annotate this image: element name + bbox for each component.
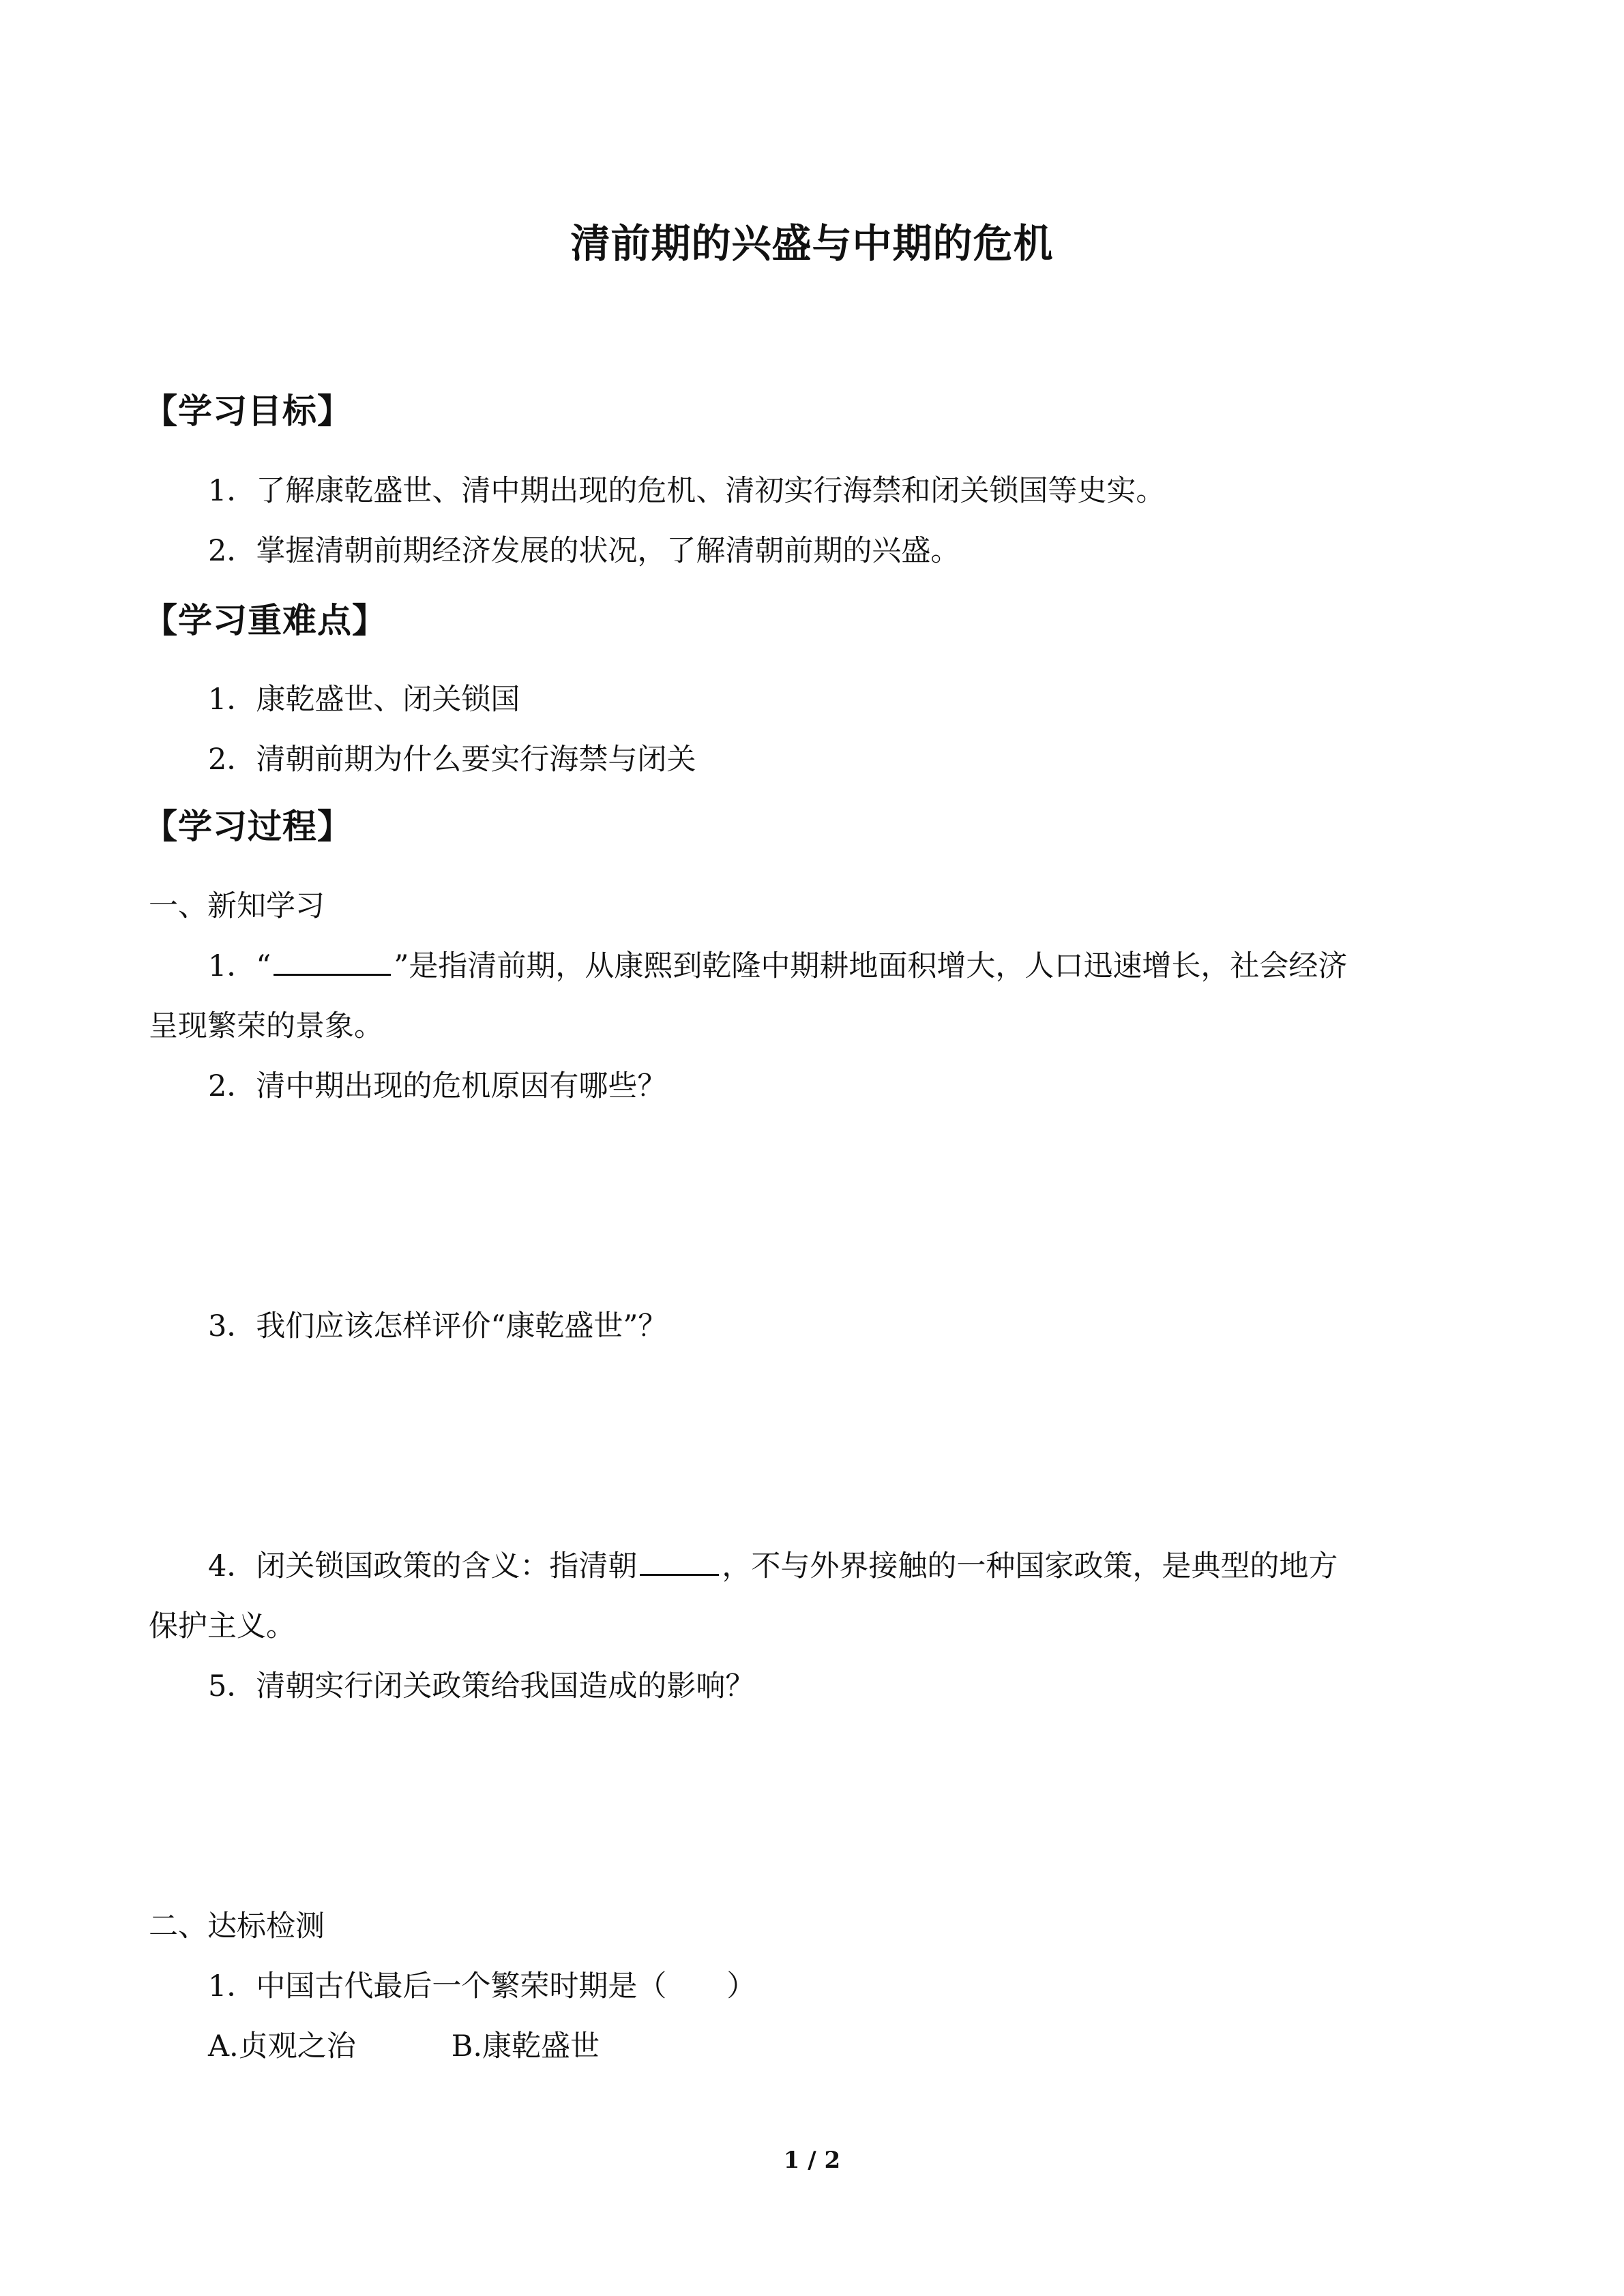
section1-title: 一、新知学习 [149, 889, 325, 923]
question-2: 2．清中期出现的危机原因有哪些？ [208, 1069, 667, 1103]
process-heading: 【学习过程】 [143, 807, 352, 846]
option-b: B.康乾盛世 [451, 2029, 600, 2063]
option-a: A.贞观之治 [208, 2029, 356, 2063]
goals-heading: 【学习目标】 [143, 391, 352, 431]
question-1-text-before: 1．“ [208, 949, 271, 983]
goal-item-1: 1．了解康乾盛世、清中期出现的危机、清初实行海禁和闭关锁国等史实。 [208, 474, 1166, 508]
section2-title: 二、达标检测 [149, 1909, 325, 1943]
answer-blank[interactable] [640, 1547, 719, 1576]
key-points-heading: 【学习重难点】 [143, 601, 387, 640]
question-5: 5．清朝实行闭关政策给我国造成的影响？ [208, 1669, 755, 1703]
page-number: 1 / 2 [783, 2147, 841, 2174]
document-title: 清前期的兴盛与中期的危机 [570, 220, 1054, 267]
test-question-1-text: 1．中国古代最后一个繁荣时期是（ [208, 1969, 667, 2003]
key-point-item-2: 2．清朝前期为什么要实行海禁与闭关 [208, 743, 696, 777]
question-3: 3．我们应该怎样评价“康乾盛世”？ [208, 1309, 668, 1343]
test-question-1 [208, 1956, 756, 2016]
question-4-text-before: 4．闭关锁国政策的含义：指清朝 [208, 1549, 638, 1583]
question-1-text-after: ”是指清前期，从康熙到乾隆中期耕地面积增大，人口迅速增长，社会经济 [394, 949, 1348, 983]
goal-item-2: 2．掌握清朝前期经济发展的状况，了解清朝前期的兴盛。 [208, 534, 960, 568]
question-4-text-after: ，不与外界接触的一种国家政策，是典型的地方 [722, 1549, 1338, 1583]
question-1 [208, 936, 1347, 996]
question-4-continuation: 保护主义。 [149, 1609, 295, 1643]
question-4 [208, 1536, 1338, 1596]
answer-blank[interactable] [274, 946, 391, 976]
key-point-item-1: 1．康乾盛世、闭关锁国 [208, 683, 520, 717]
test-question-1-close: ） [726, 1969, 756, 2003]
test-question-1-options [208, 2016, 600, 2076]
question-1-continuation: 呈现繁荣的景象。 [149, 1009, 383, 1043]
